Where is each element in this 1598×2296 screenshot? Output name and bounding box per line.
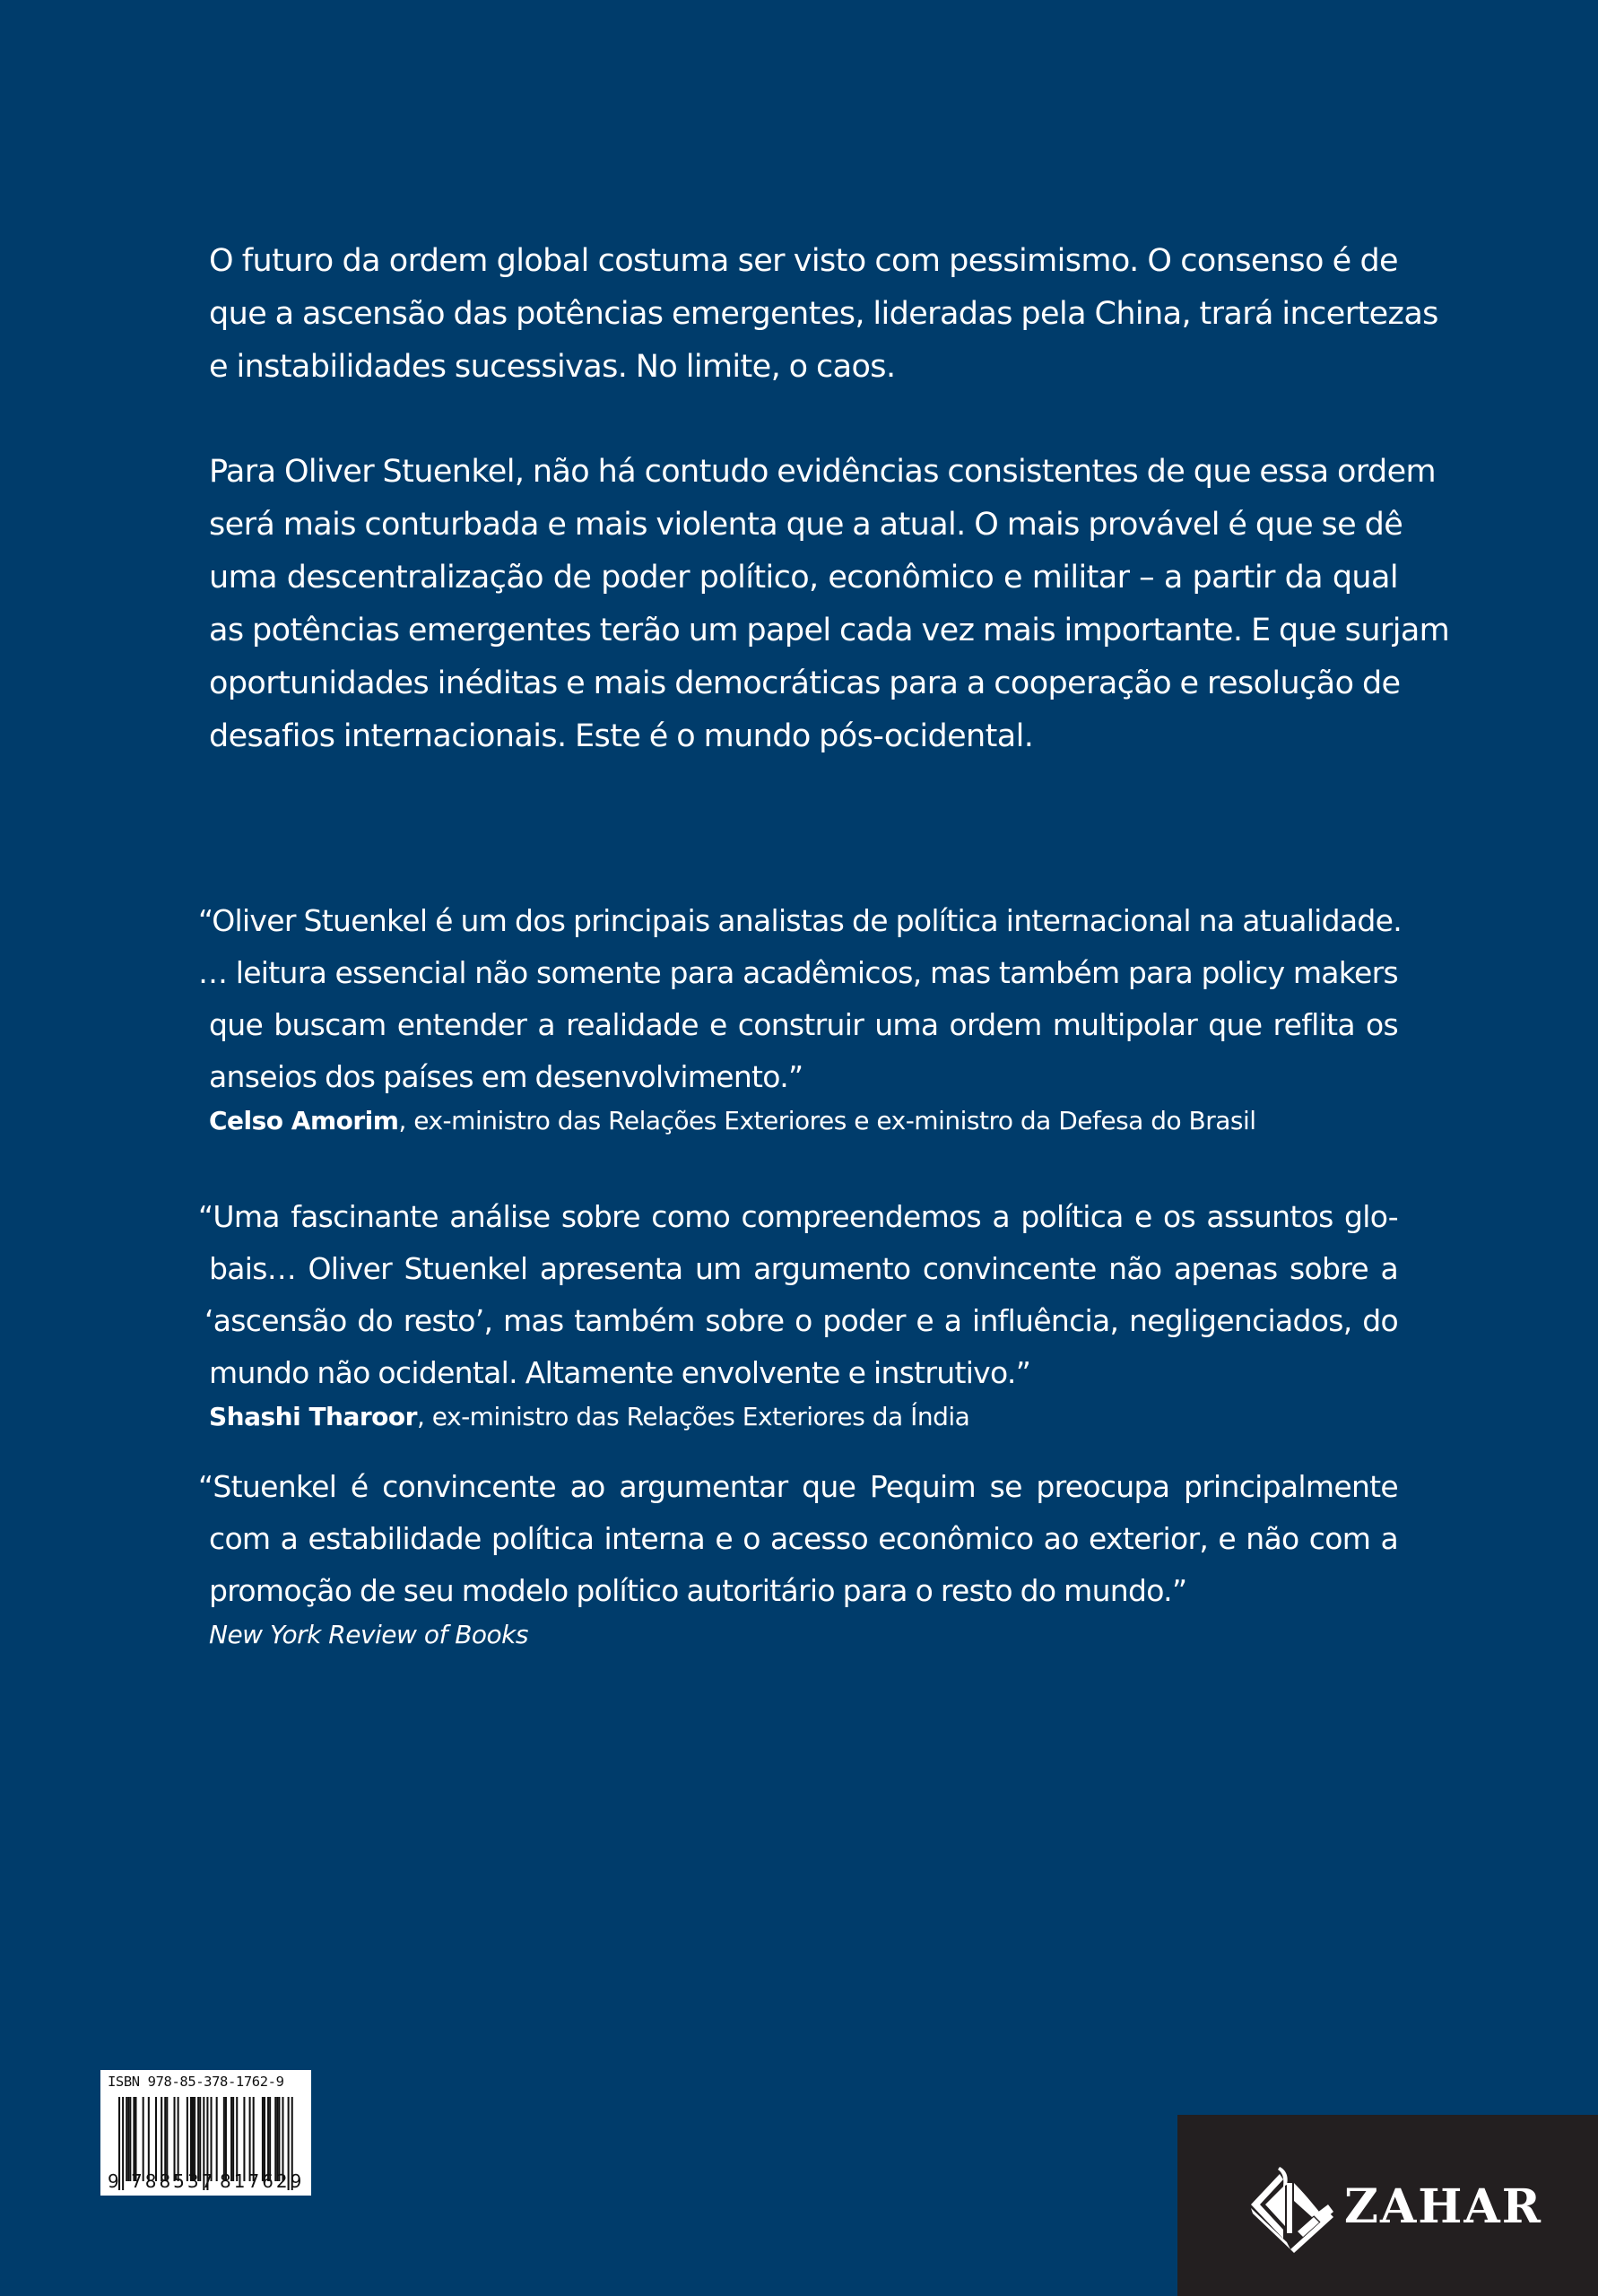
blurb-attribution bbox=[209, 1103, 1398, 1139]
synopsis-line: que a ascensão das potências emergentes, lideradas pela China, trará incertezas bbox=[209, 296, 1438, 332]
barcode-bar bbox=[178, 2097, 179, 2181]
blurb-attribution bbox=[209, 1399, 1398, 1435]
barcode-bar bbox=[236, 2097, 238, 2181]
barcode-bar bbox=[161, 2097, 162, 2181]
blurb-line: bais… Oliver Stuenkel apresenta um argumento convincente não apenas sobre a bbox=[209, 1251, 1398, 1286]
barcode-bar bbox=[264, 2097, 265, 2181]
publisher-name: ZAHAR bbox=[1344, 2179, 1542, 2234]
blurb-line: que buscam entender a realidade e construir uma ordem multipolar que reflita os bbox=[209, 1007, 1398, 1042]
barcode-digit-first: 9 bbox=[108, 2170, 119, 2192]
barcode-bar bbox=[249, 2097, 251, 2181]
barcode-digits-right: 817629 bbox=[220, 2170, 305, 2192]
barcode-bar bbox=[174, 2097, 176, 2181]
barcode-bar bbox=[282, 2097, 283, 2181]
barcode-bar bbox=[126, 2097, 127, 2181]
synopsis-line: O futuro da ordem global costuma ser visto com pessimismo. O consenso é de bbox=[209, 243, 1398, 279]
barcode-bar bbox=[269, 2097, 271, 2181]
isbn-barcode bbox=[100, 2070, 311, 2196]
blurb-line: “Uma fascinante análise sobre como compreendemos a política e os assuntos glo- bbox=[198, 1199, 1398, 1234]
blurb-line: com a estabilidade política interna e o acesso econômico ao exterior, e não com a bbox=[209, 1521, 1398, 1556]
publisher-block bbox=[1177, 2115, 1598, 2296]
barcode-bar bbox=[155, 2097, 157, 2181]
barcode-bar bbox=[135, 2097, 136, 2181]
barcode-bar bbox=[164, 2097, 166, 2181]
isbn-label: ISBN 978-85-378-1762-9 bbox=[108, 2074, 284, 2090]
blurb-line: “Oliver Stuenkel é um dos principais analistas de política internacional na atualidade. bbox=[198, 903, 1403, 938]
barcode-bar bbox=[276, 2097, 278, 2181]
barcode-bar bbox=[262, 2097, 264, 2181]
synopsis-paragraph-2 bbox=[209, 446, 1450, 763]
barcode-bar bbox=[232, 2097, 234, 2181]
barcode-bar bbox=[129, 2097, 131, 2181]
blurb-line: ‘ascensão do resto’, mas também sobre o poder e a influência, negligenciados, do bbox=[204, 1303, 1398, 1338]
barcode-bar bbox=[223, 2097, 225, 2181]
barcode-bar bbox=[197, 2097, 199, 2181]
attribution-role: , ex-ministro das Relações Exteriores e ex-ministro da Defesa do Brasil bbox=[398, 1106, 1256, 1135]
barcode-bar bbox=[230, 2097, 232, 2181]
barcode-bar bbox=[267, 2097, 269, 2181]
blurb-line: “Stuenkel é convincente ao argumentar que Pequim se preocupa principalmente bbox=[198, 1469, 1398, 1504]
attribution-name: Shashi Tharoor bbox=[209, 1402, 417, 1431]
synopsis-line: e instabilidades sucessivas. No limite, o caos. bbox=[209, 349, 896, 385]
barcode-bar bbox=[274, 2097, 276, 2181]
barcode-bar bbox=[133, 2097, 135, 2181]
blurb-shashi-tharoor bbox=[198, 1191, 1398, 1435]
barcode-bar bbox=[166, 2097, 168, 2181]
synopsis-line: será mais conturbada e mais violenta que a atual. O mais provável é que se dê bbox=[209, 507, 1403, 543]
blurb-line: promoção de seu modelo político autoritário para o resto do mundo.” bbox=[209, 1573, 1187, 1608]
barcode-bar bbox=[143, 2097, 144, 2181]
barcode-bar bbox=[243, 2097, 245, 2181]
barcode-bar bbox=[199, 2097, 201, 2181]
barcode-bar bbox=[278, 2097, 280, 2181]
blurb-line: mundo não ocidental. Altamente envolvente e instrutivo.” bbox=[209, 1355, 1031, 1390]
blurb-celso-amorim bbox=[198, 895, 1403, 1139]
synopsis-line: Para Oliver Stuenkel, não há contudo evidências consistentes de que essa ordem bbox=[209, 454, 1437, 490]
synopsis-line: oportunidades inéditas e mais democráticas para a cooperação e resolução de bbox=[209, 665, 1401, 701]
barcode-digits-left: 788537 bbox=[131, 2170, 216, 2192]
blurb-attribution-source: New York Review of Books bbox=[209, 1620, 528, 1649]
barcode-guard-bar bbox=[122, 2097, 124, 2190]
attribution-role: , ex-ministro das Relações Exteriores da Índia bbox=[416, 1402, 970, 1431]
barcode-bar bbox=[194, 2097, 195, 2181]
blurb-nyrb bbox=[198, 1461, 1398, 1653]
barcode-bar bbox=[127, 2097, 129, 2181]
barcode-bar bbox=[192, 2097, 194, 2181]
synopsis-line: desafios internacionais. Este é o mundo pós-ocidental. bbox=[209, 718, 1034, 754]
attribution-name: Celso Amorim bbox=[209, 1106, 399, 1135]
barcode-bar bbox=[253, 2097, 255, 2181]
barcode-bar bbox=[148, 2097, 150, 2181]
blurb-line: anseios dos países em desenvolvimento.” bbox=[209, 1059, 803, 1094]
synopsis-paragraph-1 bbox=[209, 235, 1438, 394]
barcode-bar bbox=[190, 2097, 192, 2181]
zahar-book-diamond-icon bbox=[1247, 2160, 1337, 2255]
barcode-bar bbox=[216, 2097, 218, 2181]
blurb-line: … leitura essencial não somente para acadêmicos, mas também para policy makers bbox=[198, 955, 1398, 990]
synopsis-line: uma descentralização de poder político, econômico e militar – a partir da qual bbox=[209, 560, 1398, 596]
barcode-bar bbox=[211, 2097, 213, 2181]
barcode-bar bbox=[187, 2097, 188, 2181]
barcode-bar bbox=[225, 2097, 227, 2181]
synopsis-line: as potências emergentes terão um papel cada vez mais importante. E que surjam bbox=[209, 613, 1450, 648]
